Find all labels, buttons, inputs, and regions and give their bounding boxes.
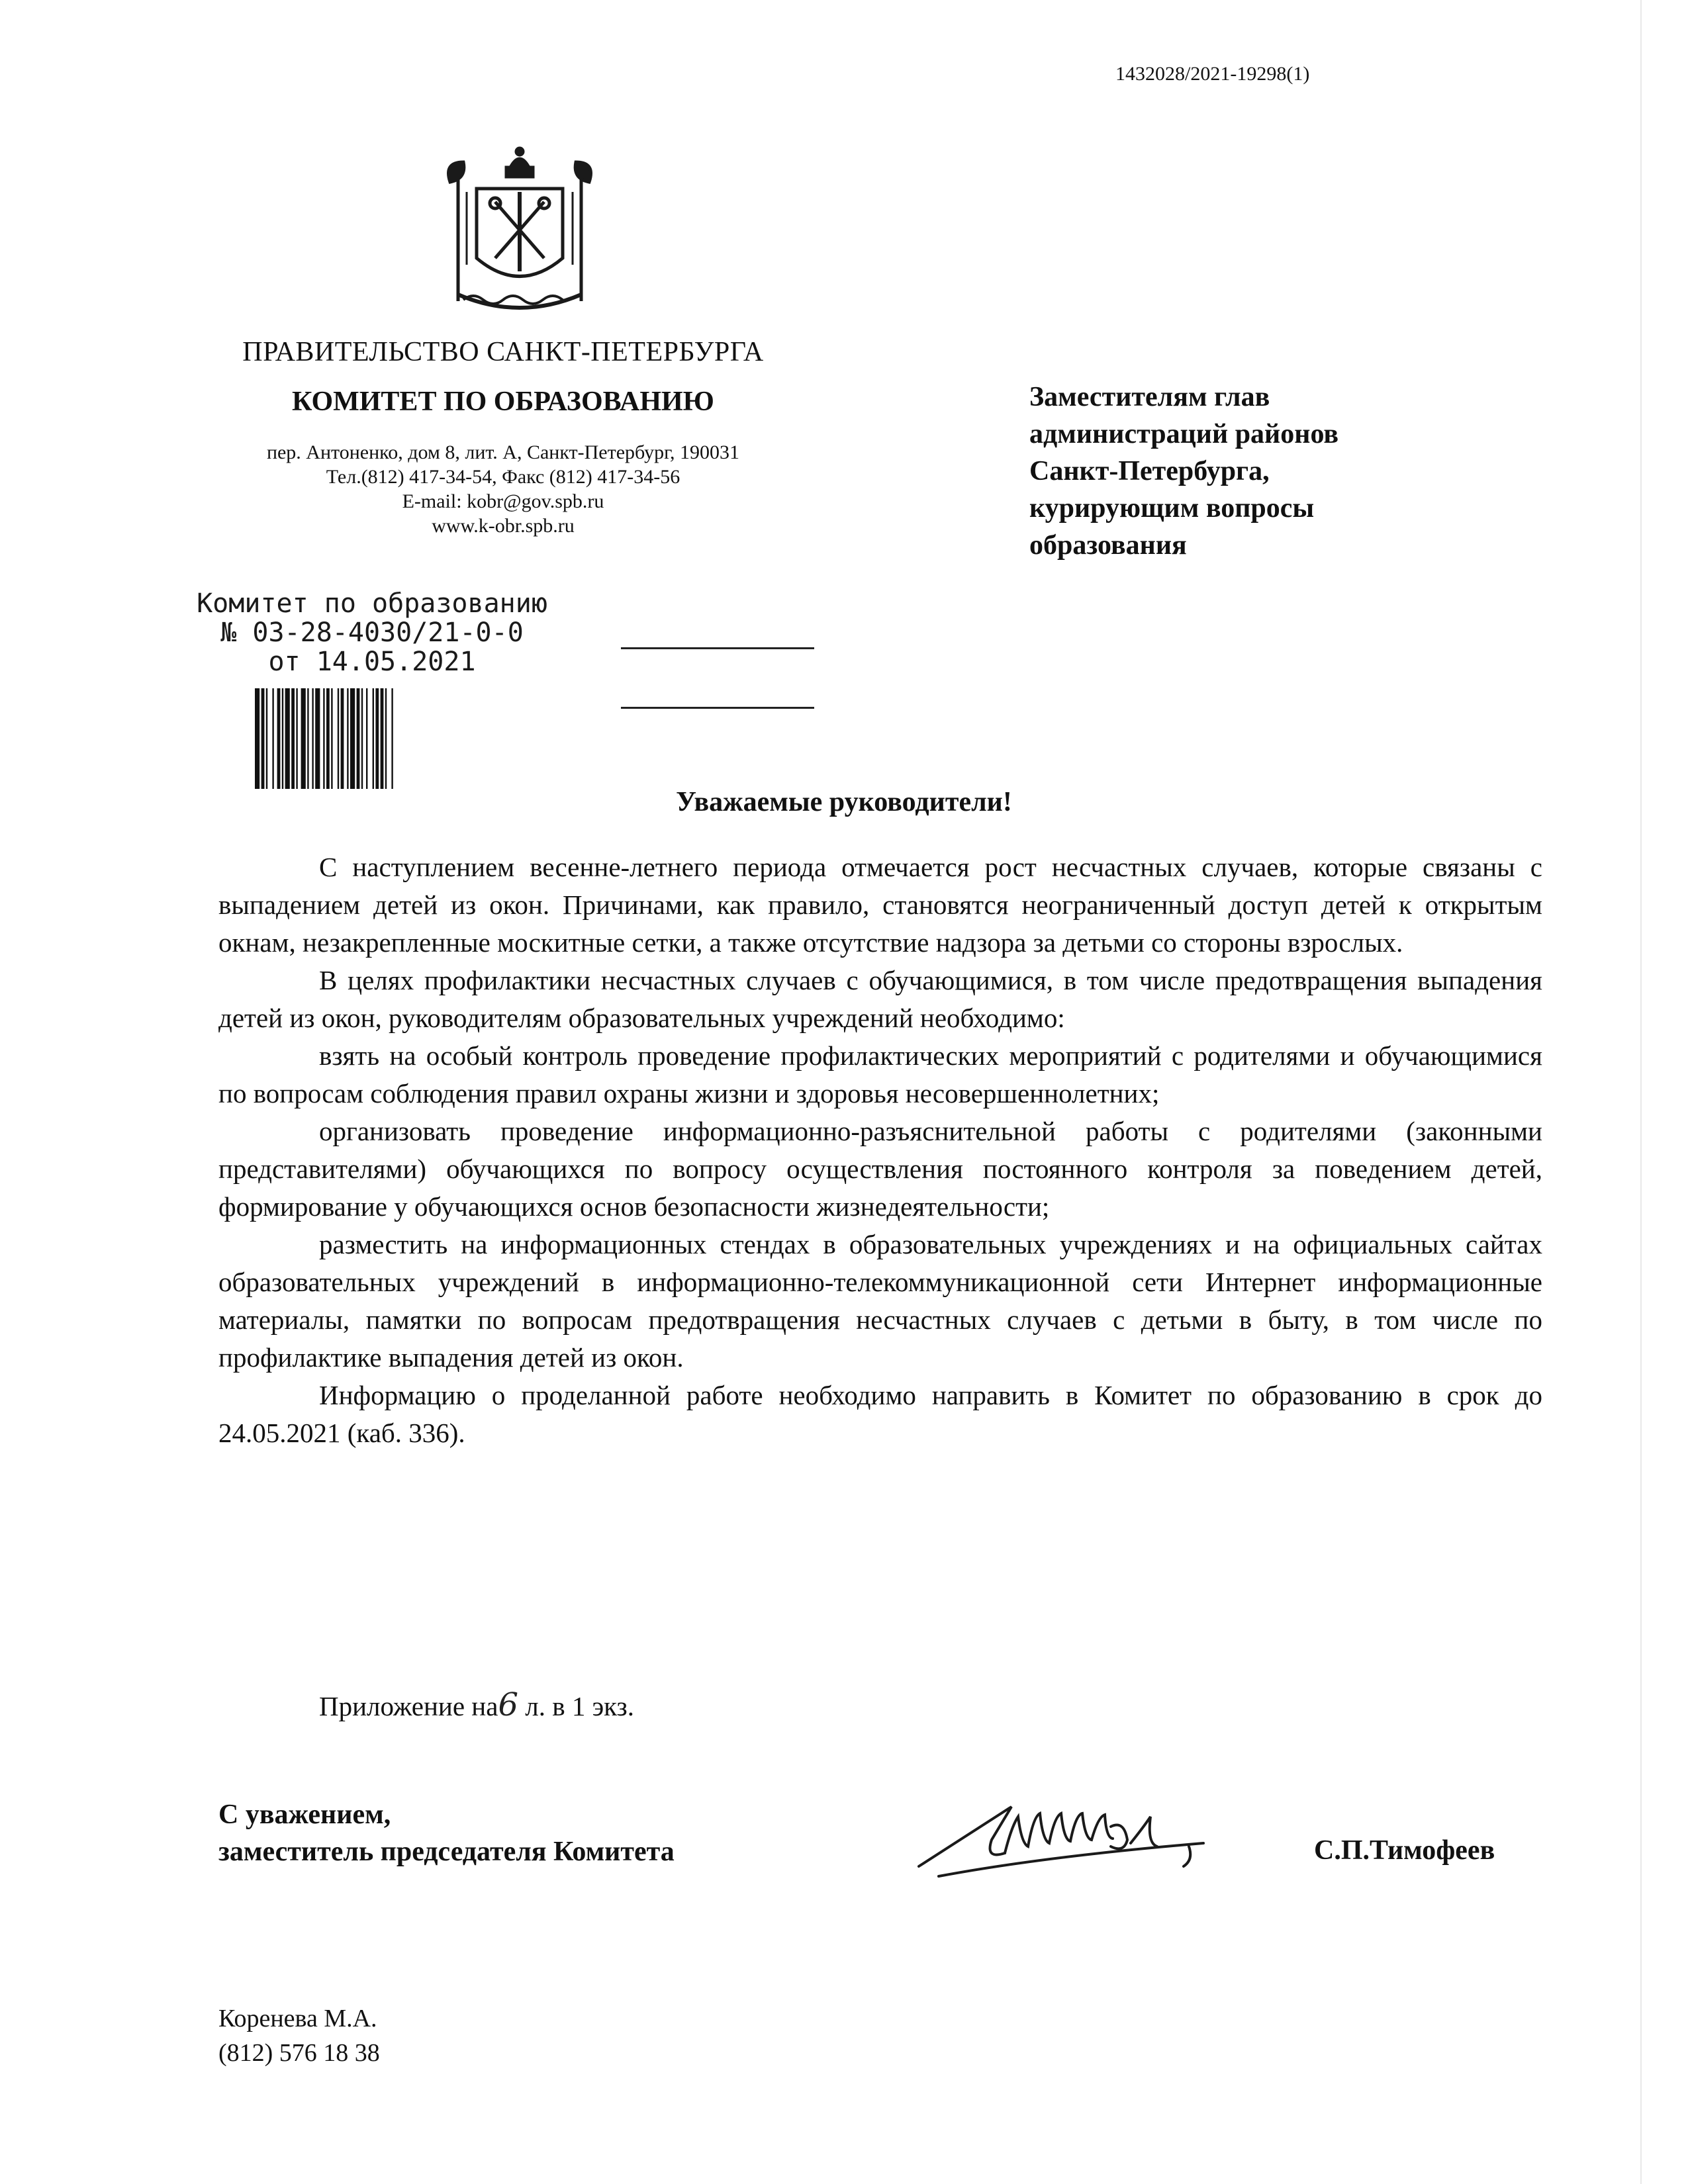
sender-email: E-mail: kobr@gov.spb.ru <box>402 490 604 512</box>
coat-of-arms-icon <box>437 142 602 321</box>
addressee-line: Санкт-Петербурга, <box>1029 456 1270 486</box>
signer-name: С.П.Тимофеев <box>1314 1835 1495 1866</box>
addressee-block <box>1029 379 1493 564</box>
executor-phone: (812) 576 18 38 <box>218 2039 380 2067</box>
attachment-prefix: Приложение на <box>319 1691 498 1721</box>
sender-address: пер. Антоненко, дом 8, лит. А, Санкт-Петербург, 190031 <box>266 441 740 463</box>
body-paragraph: организовать проведение информационно-разъяснительной работы с родителями (законными представителями) обучающихся по вопросу осуществления постоянного контроля за поведением детей, формирование у обучающихся основ безопасности жизнедеятельности; <box>218 1116 1542 1222</box>
body-paragraph: С наступлением весенне-летнего периода отмечается рост несчастных случаев, которые связаны с выпадением детей из окон. Причинами, как правило, становятся неограниченный доступ детей к открытым окнам, незакрепленные москитные сетки, а также отсутствие надзора за детьми со стороны взрослых. <box>218 852 1542 958</box>
body-paragraph: разместить на информационных стендах в образовательных учреждениях и на официальных сайтах образовательных учреждений в информационно-телекоммуникационной сети Интернет информационные материалы, памятки по вопросам предотвращения несчастных случаев с детьми в быту, в том числе по профилактике выпадения детей из окон. <box>218 1229 1542 1373</box>
body-paragraph: В целях профилактики несчастных случаев с обучающимися, в том числе предотвращения выпадения детей из окон, руководителям образовательных учреждений необходимо: <box>218 965 1542 1033</box>
addressee-line: Заместителям глав <box>1029 382 1270 412</box>
stamp-number: № 03-28-4030/21-0-0 <box>220 617 524 648</box>
committee-name: КОМИТЕТ ПО ОБРАЗОВАНИЮ <box>292 387 714 417</box>
addressee-line: администраций районов <box>1029 419 1339 449</box>
government-name: ПРАВИТЕЛЬСТВО САНКТ-ПЕТЕРБУРГА <box>242 337 764 367</box>
registration-stamp <box>187 589 557 676</box>
sender-website: www.k-obr.spb.ru <box>432 515 575 537</box>
stamp-date: от 14.05.2021 <box>268 647 476 677</box>
handwritten-signature <box>912 1780 1217 1893</box>
greeting: Уважаемые руководители! <box>676 787 1012 817</box>
attachment-suffix: л. в 1 экз. <box>525 1691 634 1721</box>
attachment-note <box>319 1686 634 1723</box>
sender-phone-fax: Тел.(812) 417-34-54, Факс (812) 417-34-56 <box>326 466 680 488</box>
executor-name: Коренева М.А. <box>218 2005 377 2032</box>
attachment-page-count: 6 <box>498 1686 518 1723</box>
blank-field-line <box>621 647 814 649</box>
stamp-org: Комитет по образованию <box>197 588 547 619</box>
barcode-icon <box>255 688 480 789</box>
addressee-line: образования <box>1029 530 1187 561</box>
signer-position: заместитель председателя Комитета <box>218 1837 675 1867</box>
addressee-line: курирующим вопросы <box>1029 493 1315 523</box>
letter-body <box>218 848 1542 1452</box>
body-paragraph: Информацию о проделанной работе необходимо направить в Комитет по образованию в срок до 24.05.2021 (каб. 336). <box>218 1380 1542 1448</box>
closing-salutation: С уважением, <box>218 1799 391 1830</box>
scan-edge-line <box>1640 0 1642 2184</box>
body-paragraph: взять на особый контроль проведение профилактических мероприятий с родителями и обучающимися по вопросам соблюдения правил охраны жизни и здоровья несовершеннолетних; <box>218 1040 1542 1109</box>
registration-number: 1432028/2021-19298(1) <box>1115 63 1310 85</box>
blank-field-line <box>621 707 814 709</box>
